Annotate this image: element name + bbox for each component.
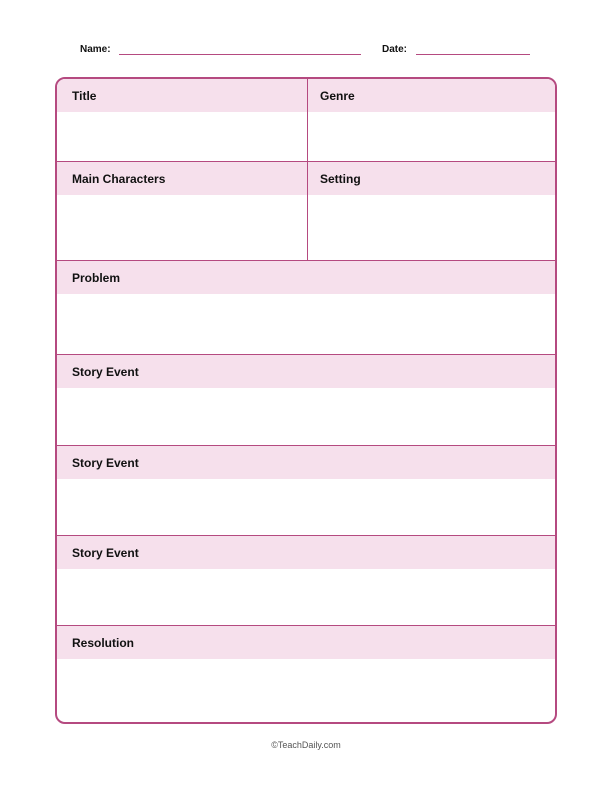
problem-section[interactable]	[57, 260, 555, 355]
title-label: Title	[72, 89, 97, 103]
setting-cell[interactable]	[308, 162, 555, 261]
resolution-section[interactable]	[57, 625, 555, 723]
genre-label: Genre	[320, 89, 355, 103]
row-characters-setting	[57, 161, 555, 261]
row-title-genre	[57, 79, 555, 161]
name-line[interactable]	[119, 54, 361, 55]
story-event-label-1: Story Event	[72, 365, 139, 379]
worksheet-header	[0, 0, 612, 60]
title-cell[interactable]	[57, 79, 307, 161]
copyright-footer: ©TeachDaily.com	[271, 740, 341, 750]
date-label: Date:	[382, 44, 408, 55]
story-event-section-3[interactable]	[57, 535, 555, 626]
problem-label: Problem	[72, 271, 121, 285]
problem-band	[57, 261, 555, 294]
setting-label: Setting	[320, 172, 361, 186]
resolution-label: Resolution	[72, 636, 134, 650]
story-event-label-2: Story Event	[72, 456, 139, 470]
main-characters-cell[interactable]	[57, 162, 307, 261]
story-event-label-3: Story Event	[72, 546, 139, 560]
main-characters-label: Main Characters	[72, 172, 166, 186]
story-map-organizer	[55, 77, 557, 724]
story-event-section-2[interactable]	[57, 445, 555, 536]
story-event-section-1[interactable]	[57, 354, 555, 446]
genre-cell[interactable]	[308, 79, 555, 161]
date-line[interactable]	[416, 54, 530, 55]
name-label: Name:	[80, 44, 111, 55]
